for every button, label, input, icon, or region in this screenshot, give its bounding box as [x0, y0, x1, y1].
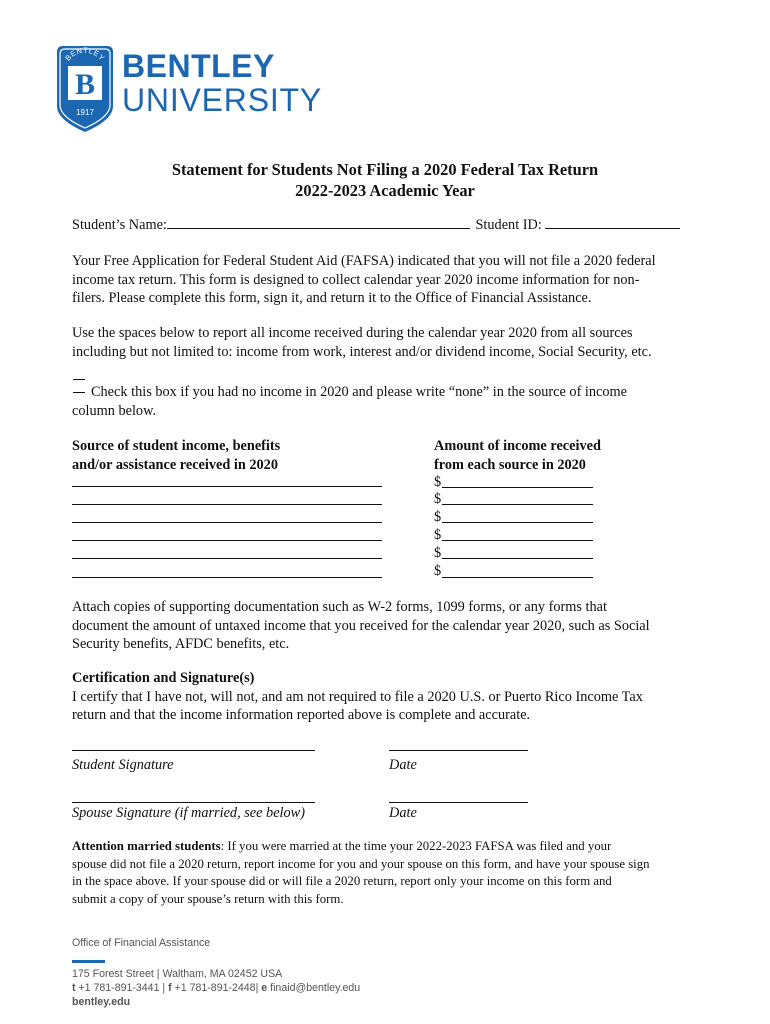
amount-field-1[interactable]	[442, 487, 593, 488]
certification-line: return and that the income information reported above is complete and accurate.	[72, 707, 531, 723]
source-field-4[interactable]	[72, 540, 382, 541]
certification-section	[72, 669, 702, 725]
student-name-label: Student’s Name:	[72, 217, 167, 233]
intro-paragraph	[72, 252, 702, 308]
student-name-field[interactable]	[167, 228, 470, 229]
seal-year: 1917	[76, 108, 94, 117]
amount-field-5[interactable]	[442, 558, 593, 559]
amount-header-line: Amount of income received	[434, 438, 601, 454]
footer-website[interactable]: bentley.edu	[72, 996, 131, 1008]
attach-line: Attach copies of supporting documentation such as W-2 forms, 1099 forms, or any forms that	[72, 599, 607, 615]
fax-label: f	[168, 982, 172, 994]
intro-line: Your Free Application for Federal Student Aid (FAFSA) indicated that you will not file a 2020 federal	[72, 253, 656, 269]
dollar-sign: $	[434, 491, 442, 507]
footer-fax: +1 781-891-2448|	[171, 982, 262, 994]
source-header-line: and/or assistance received in 2020	[72, 456, 278, 473]
source-column-header	[72, 437, 280, 474]
date-field-1[interactable]	[389, 750, 528, 751]
wordmark-line1: BENTLEY	[122, 48, 275, 84]
footer-address: 175 Forest Street | Waltham, MA 02452 USA	[72, 968, 283, 980]
dollar-sign: $	[434, 474, 442, 490]
seal-letter: B	[74, 68, 96, 101]
wordmark-line2: UNIVERSITY	[122, 82, 323, 118]
amount-header-line: from each source in 2020	[434, 456, 586, 473]
attach-paragraph	[72, 598, 702, 654]
intro-line: filers. Please complete this form, sign it, and return it to the Office of Financial Assistance.	[72, 290, 592, 306]
attention-lead: Attention married students	[72, 839, 221, 853]
no-income-line: column below.	[72, 402, 157, 419]
attach-line: Security benefits, AFDC benefits, etc.	[72, 636, 290, 652]
intro-line: income tax return. This form is designed to collect calendar year 2020 income information for non-	[72, 271, 640, 288]
source-field-5[interactable]	[72, 558, 382, 559]
spouse-signature-field[interactable]	[72, 802, 315, 803]
student-id-field[interactable]	[545, 228, 680, 229]
no-income-line: Check this box if you had no income in 2020 and please write “none” in the source of income	[91, 384, 627, 400]
certification-heading: Certification and Signature(s)	[72, 670, 255, 686]
source-header-line: Source of student income, benefits	[72, 438, 281, 454]
attach-line: document the amount of untaxed income that you received for the calendar year 2020, such as Social	[72, 617, 650, 634]
source-field-2[interactable]	[72, 504, 382, 505]
footer-phone: +1 781-891-3441 |	[75, 982, 169, 994]
student-id-label: Student ID:	[475, 217, 542, 233]
footer-contact	[72, 982, 360, 994]
student-signature-label: Student Signature	[72, 757, 174, 773]
source-field-6[interactable]	[72, 577, 382, 578]
attention-line: spouse did not file a 2020 return, report income for you and your spouse on this form, and have your spouse sign	[72, 856, 650, 871]
date-field-2[interactable]	[389, 802, 528, 803]
source-field-1[interactable]	[72, 486, 382, 487]
student-signature-field[interactable]	[72, 750, 315, 751]
certification-line: I certify that I have not, will not, and am not required to file a 2020 U.S. or Puerto Rico Income Tax	[72, 688, 643, 705]
instructions-line: Use the spaces below to report all income received during the calendar year 2020 from all sources	[72, 325, 633, 341]
footer-accent-bar	[72, 960, 105, 963]
date-label-2: Date	[389, 805, 417, 821]
seal-top-text: BENTLEY	[63, 45, 107, 63]
source-field-3[interactable]	[72, 522, 382, 523]
attention-line: : If you were married at the time your 2022-2023 FAFSA was filed and your	[220, 839, 612, 853]
instructions-line: including but not limited to: income from work, interest and/or dividend income, Social Security, etc.	[72, 343, 652, 360]
attention-line: in the space above. If your spouse did or will file a 2020 return, report only your income on this form and	[72, 874, 612, 888]
dollar-sign: $	[434, 527, 442, 543]
no-income-text	[72, 383, 702, 420]
attention-line: submit a copy of your spouse’s return with this form.	[72, 891, 344, 906]
footer-email[interactable]: finaid@bentley.edu	[267, 982, 361, 994]
amount-column-header	[434, 437, 601, 474]
amount-field-3[interactable]	[442, 522, 593, 523]
spouse-signature-label: Spouse Signature (if married, see below)	[72, 805, 305, 821]
dollar-sign: $	[434, 545, 442, 561]
date-label-1: Date	[389, 757, 417, 773]
form-title: Statement for Students Not Filing a 2020 Federal Tax Return	[171, 160, 599, 179]
dollar-sign: $	[434, 509, 442, 525]
instructions-paragraph	[72, 324, 702, 361]
university-logo	[55, 44, 115, 134]
form-subtitle: 2022-2023 Academic Year	[295, 181, 475, 200]
footer-office: Office of Financial Assistance	[72, 937, 211, 949]
dollar-sign: $	[434, 563, 442, 579]
attention-paragraph	[72, 838, 712, 908]
amount-field-6[interactable]	[442, 577, 593, 578]
university-wordmark	[122, 50, 322, 116]
amount-field-4[interactable]	[442, 540, 593, 541]
amount-field-2[interactable]	[442, 504, 593, 505]
phone-label: t	[72, 982, 76, 994]
email-label: e	[261, 982, 268, 994]
university-seal-icon	[55, 44, 115, 134]
student-info-row	[72, 217, 680, 234]
